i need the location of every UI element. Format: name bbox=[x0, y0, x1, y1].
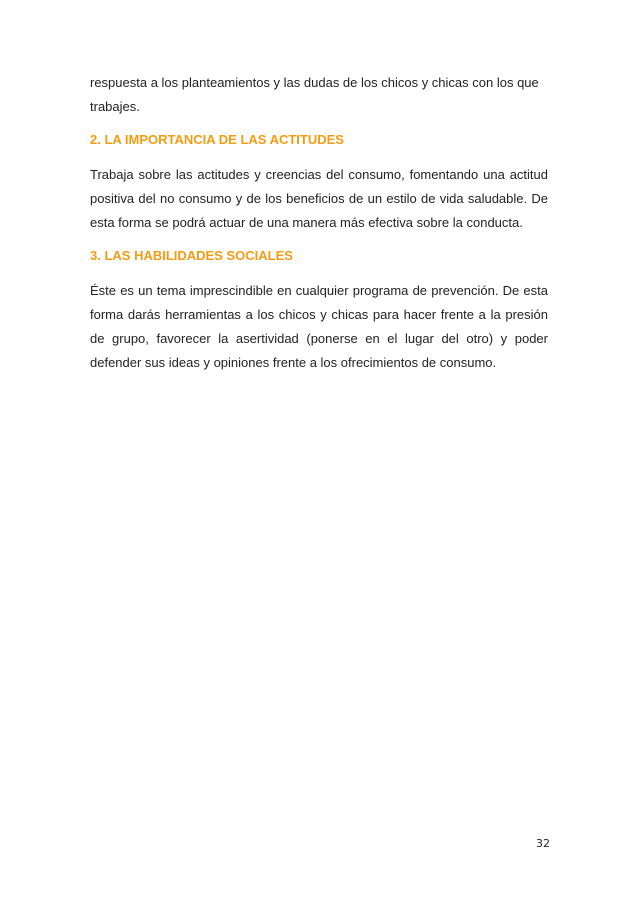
section-heading-actitudes: 2. LA IMPORTANCIA DE LAS ACTITUDES bbox=[90, 132, 344, 147]
section-heading-habilidades: 3. LAS HABILIDADES SOCIALES bbox=[90, 248, 293, 263]
section-body-habilidades: Éste es un tema imprescindible en cualquier programa de prevención. De esta forma darás herramientas a los chicos y chicas para hacer frente a la presión de grupo, favorecer la asertividad (ponerse en el lugar del otro) y poder defender sus ideas y opiniones frente a los ofrecimientos de consumo. bbox=[90, 283, 548, 370]
section-body-actitudes: Trabaja sobre las actitudes y creencias del consumo, fomentando una actitud positiva del no consumo y de los beneficios de un estilo de vida saludable. De esta forma se podrá actuar de una manera más efectiva sobre la conducta. bbox=[90, 167, 548, 230]
page-number: 32 bbox=[536, 837, 550, 850]
intro-paragraph: respuesta a los planteamientos y las dudas de los chicos y chicas con los que trabajes. bbox=[90, 75, 539, 114]
page-content bbox=[90, 71, 548, 375]
